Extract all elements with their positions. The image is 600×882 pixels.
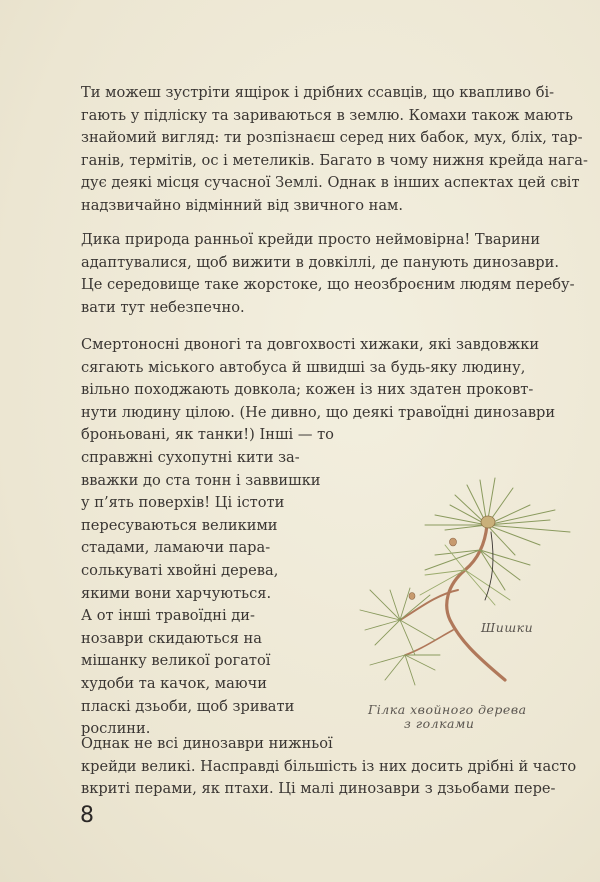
leader-line xyxy=(485,532,493,600)
text-line: Це середовище таке жорстоке, що неозброєним людям перебу- xyxy=(81,276,575,294)
text-line: якими вони харчуються. xyxy=(81,584,272,602)
text-line: Смертоносні двоногі та довгохвості хижаки, які завдовжки xyxy=(81,336,540,353)
text-line: А от інші травоїдні ди- xyxy=(81,607,255,625)
cone xyxy=(409,593,415,600)
text-line: пласкі дзьоби, щоб зривати xyxy=(81,697,295,715)
text-line: Ти можеш зустріти ящірок і дрібних ссавців, що квапливо бі- xyxy=(81,84,555,101)
text-line: Дика природа ранньої крейди просто неймовірна! Тварини xyxy=(81,231,541,248)
paragraph-1 xyxy=(81,82,588,218)
cone xyxy=(450,538,457,546)
paragraph-4 xyxy=(81,733,576,801)
text-line: у п’ять поверхів! Ці істоти xyxy=(81,494,285,512)
text-line: сягають міського автобуса й швидші за будь-яку людину, xyxy=(81,358,526,376)
text-line: ганів, термітів, ос і метеликів. Багато в чому нижня крейда нага- xyxy=(81,151,588,169)
text-line: вкриті перами, як птахи. Ці малі динозаври з дзьобами пере- xyxy=(81,780,556,798)
text-line: броньовані, як танки!) Інші — то xyxy=(81,426,334,444)
branch-stem xyxy=(447,525,505,680)
text-line: пересуваються великими xyxy=(81,516,278,534)
branch-twig xyxy=(405,630,453,655)
text-line: знайомий вигляд: ти розпізнаєш серед них бабок, мух, бліх, тар- xyxy=(81,129,583,147)
text-line: гають у підліску та зариваються в землю. Комахи також мають xyxy=(81,106,573,124)
text-line: Однак не всі динозаври нижньої xyxy=(81,735,333,752)
text-line: мішанку великої рогатої xyxy=(81,652,271,670)
text-line: справжні сухопутні кити за- xyxy=(81,448,300,466)
cone xyxy=(481,516,495,528)
cones-caption: Шишки xyxy=(481,620,534,635)
text-line: худоби та качок, маючи xyxy=(81,674,267,692)
paragraph-2 xyxy=(81,229,575,319)
text-line: вільно походжають довкола; кожен із них здатен проковт- xyxy=(81,381,534,399)
text-line: нозаври скидаються на xyxy=(81,629,262,647)
text-line: адаптувалися, щоб вижити в довкіллі, де панують динозаври. xyxy=(81,253,559,271)
text-line: рослини. xyxy=(81,720,151,738)
pine-branch-illustration-icon xyxy=(355,470,590,730)
page-number: 8 xyxy=(80,803,94,828)
branch-caption: з голками xyxy=(404,716,475,731)
text-line: вважки до ста тонн і заввишки xyxy=(81,471,321,489)
text-line: нути людину цілою. (Не дивно, що деякі травоїдні динозаври xyxy=(81,403,556,421)
branch-caption: Гілка хвойного дерева xyxy=(368,702,527,717)
text-line: солькуваті хвойні дерева, xyxy=(81,561,279,579)
text-line: стадами, ламаючи пара- xyxy=(81,539,271,557)
text-line: дує деякі місця сучасної Землі. Однак в інших аспектах цей світ xyxy=(81,174,580,192)
text-line: крейди великі. Насправді більшість із них досить дрібні й часто xyxy=(81,757,577,775)
text-line: вати тут небезпечно. xyxy=(81,298,245,316)
text-line: надзвичайно відмінний від звичного нам. xyxy=(81,196,404,214)
